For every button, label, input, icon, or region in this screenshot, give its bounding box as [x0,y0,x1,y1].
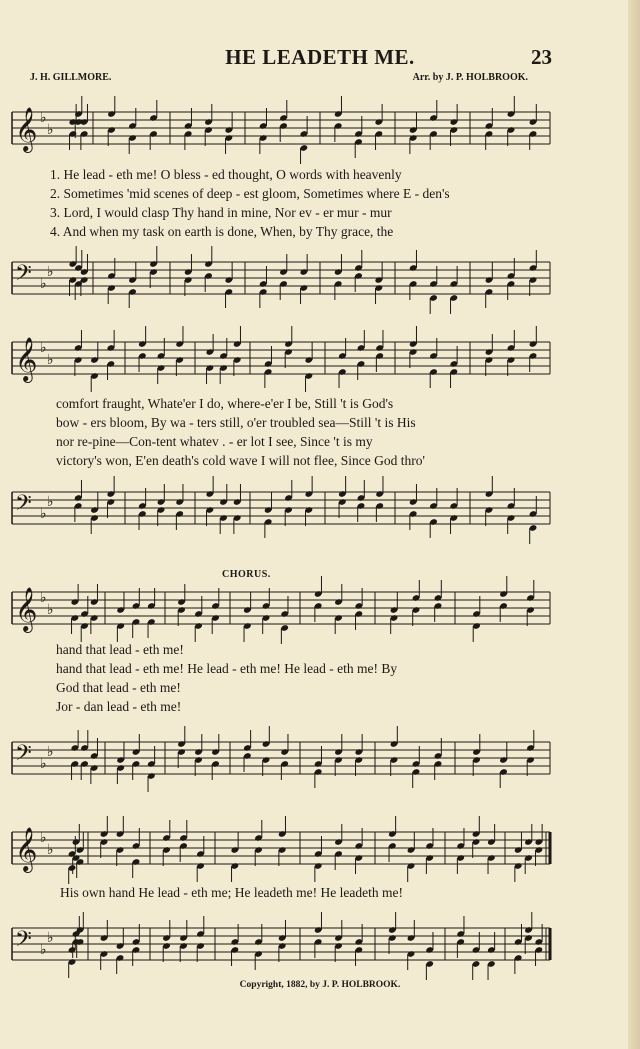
lyricist-credit: J. H. GILLMORE. [30,72,112,83]
treble-clef: 𝄞 [15,107,38,151]
treble-clef: 𝄞 [15,337,38,381]
copyright-notice: Copyright, 1882, by J. P. HOLBROOK. [239,980,401,990]
treble-staff-1 [0,100,640,170]
flat-sign: ♭ [40,111,47,126]
bass-clef: 𝄢 [15,741,32,771]
verse-1-line-2: comfort fraught, Whate'er I do, where-e'er I be, Still 't is God's [56,396,394,411]
bass-clef: 𝄢 [15,491,32,521]
verse-4-line-3: Jor - dan lead - eth me! [56,699,182,714]
refrain-line: His own hand He lead - eth me; He leadeth me! He leadeth me! [60,885,403,900]
verse-4-line-1: 4. And when my task on earth is done, When, by Thy grace, the [50,224,394,239]
flat-sign: ♭ [40,757,47,772]
flat-sign: ♭ [47,353,54,368]
treble-staff-3 [0,580,640,650]
verse-2-line-1: 2. Sometimes 'mid scenes of deep - est gloom, Sometimes where E - den's [50,186,450,201]
page-edge [628,0,640,1049]
verse-3-line-2: nor re-pine—Con-tent whatev . - er lot I see, Since 't is my [56,434,373,449]
arranger-credit: Arr. by J. P. HOLBROOK. [412,72,528,83]
flat-sign: ♭ [40,507,47,522]
bass-staff-1 [0,250,640,320]
bass-clef: 𝄢 [15,927,32,957]
treble-clef: 𝄞 [15,587,38,631]
hymn-title: HE LEADETH ME. [225,45,415,69]
flat-sign: ♭ [47,265,54,280]
flat-sign: ♭ [47,843,54,858]
page-number: 23 [531,45,552,69]
verse-2-line-2: bow - ers bloom, By wa - ters still, o'er troubled sea—Still 't is His [56,415,416,430]
verse-1-line-3: hand that lead - eth me! [56,642,184,657]
flat-sign: ♭ [47,745,54,760]
chorus-label: CHORUS. [222,569,271,580]
verse-3-line-1: 3. Lord, I would clasp Thy hand in mine, Nor ev - er mur - mur [50,205,392,220]
bass-staff-3 [0,730,640,800]
flat-sign: ♭ [40,943,47,958]
flat-sign: ♭ [40,277,47,292]
treble-clef: 𝄞 [15,827,38,871]
flat-sign: ♭ [40,831,47,846]
flat-sign: ♭ [47,931,54,946]
flat-sign: ♭ [47,123,54,138]
verse-4-line-2: victory's won, E'en death's cold wave I will not flee, Since God thro' [56,453,425,468]
verse-3-line-3: God that lead - eth me! [56,680,181,695]
flat-sign: ♭ [40,591,47,606]
bass-staff-4 [0,916,640,986]
treble-staff-4 [0,820,640,890]
flat-sign: ♭ [47,495,54,510]
bass-staff-2 [0,480,640,550]
verse-2-line-3: hand that lead - eth me! He lead - eth me! He lead - eth me! By [56,661,398,676]
flat-sign: ♭ [40,341,47,356]
bass-clef: 𝄢 [15,261,32,291]
treble-staff-2 [0,330,640,400]
verse-1-line-1: 1. He lead - eth me! O bless - ed thought, O words with heavenly [50,167,402,182]
flat-sign: ♭ [47,603,54,618]
